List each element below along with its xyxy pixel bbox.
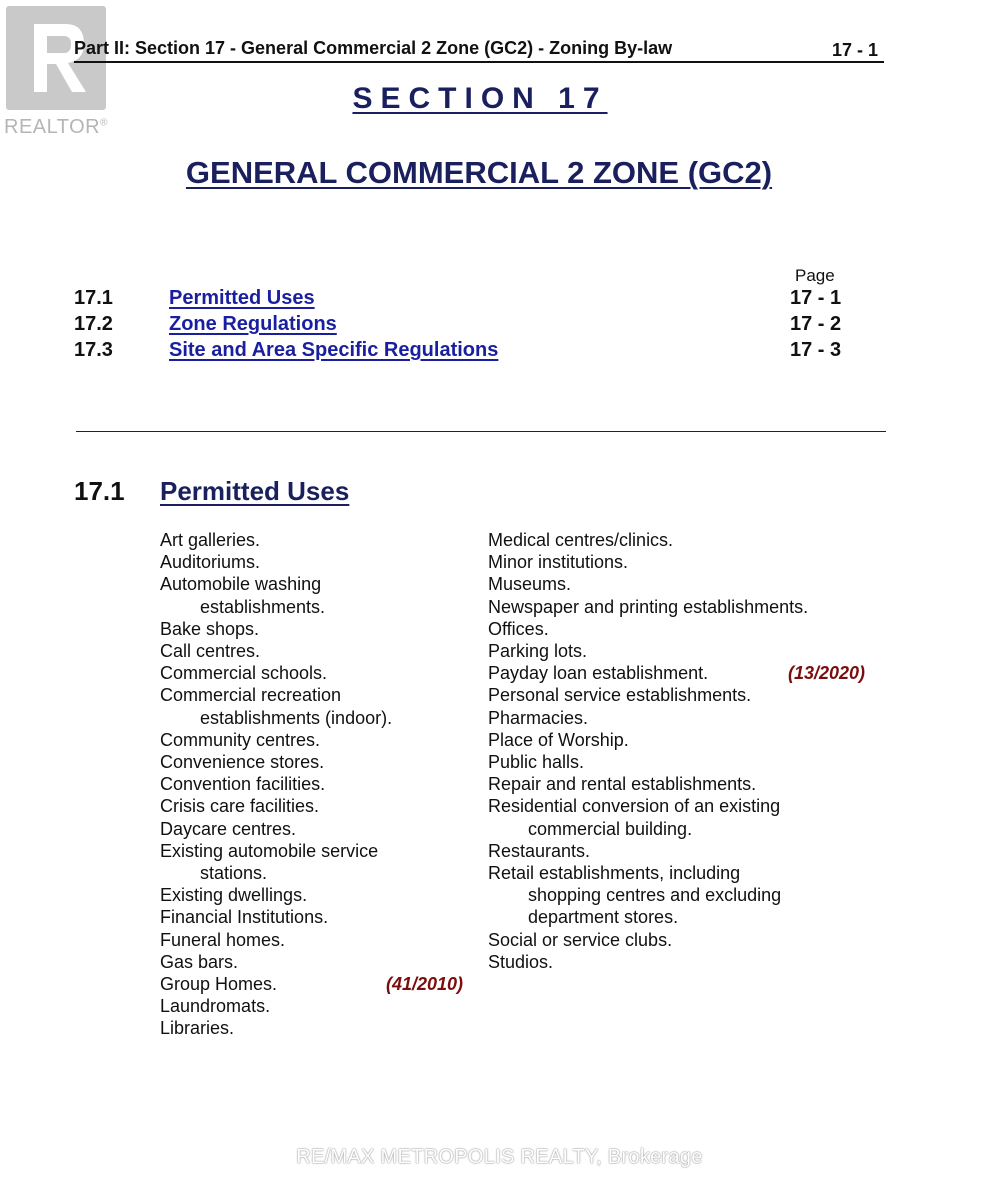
list-item-payday-loan <box>488 662 888 684</box>
list-item: Auditoriums. <box>160 552 261 573</box>
list-item-continuation: establishments. <box>200 596 326 617</box>
toc-page-label: Page <box>795 266 835 285</box>
amendment-reference: (13/2020) <box>788 663 866 684</box>
section-heading: Permitted Uses <box>160 476 350 506</box>
list-item: Art galleries. <box>160 530 261 550</box>
list-item: Laundromats. <box>160 996 271 1017</box>
list-item: Residential conversion of an existing <box>488 796 781 817</box>
list-item-group-homes <box>160 973 480 995</box>
toc-entry-number: 17.1 <box>74 287 113 309</box>
brokerage-watermark: RE/MAX METROPOLIS REALTY, Brokerage <box>296 1146 703 1168</box>
realtor-logo <box>4 6 108 136</box>
list-item: Commercial recreation <box>160 685 342 706</box>
list-item-text: Group Homes. <box>160 974 278 995</box>
list-item: Medical centres/clinics. <box>488 530 674 550</box>
list-item-continuation: shopping centres and excluding <box>528 885 782 906</box>
toc-entry-page: 17 - 1 <box>790 287 842 309</box>
list-item: Place of Worship. <box>488 729 629 750</box>
amendment-reference: (41/2010) <box>386 974 464 995</box>
zone-title: GENERAL COMMERCIAL 2 ZONE (GC2) <box>185 155 773 190</box>
permitted-uses-right-column <box>488 529 888 973</box>
running-header-page-number: 17 - 1 <box>832 40 879 60</box>
list-item: Convention facilities. <box>160 774 326 795</box>
list-item: Call centres. <box>160 641 261 662</box>
running-header-title: Part II: Section 17 - General Commercial 2 Zone (GC2) - Zoning By-law <box>74 38 673 58</box>
list-item: Financial Institutions. <box>160 907 329 928</box>
list-item: Newspaper and printing establishments. <box>488 596 809 617</box>
realtor-wordmark: REALTOR® <box>4 116 108 138</box>
list-item-continuation: commercial building. <box>528 818 693 839</box>
list-item: Minor institutions. <box>488 552 629 573</box>
permitted-uses-left-column <box>160 529 480 1040</box>
list-item: Personal service establishments. <box>488 685 752 706</box>
section-number: 17.1 <box>74 476 125 506</box>
toc-entry-page: 17 - 2 <box>790 313 842 335</box>
list-item: Automobile washing <box>160 574 322 595</box>
toc-entry-number: 17.3 <box>74 339 113 361</box>
list-item: Retail establishments, including <box>488 863 741 884</box>
list-item-text: Payday loan establishment. <box>488 663 709 684</box>
list-item: Commercial schools. <box>160 663 328 684</box>
list-item: Museums. <box>488 574 572 595</box>
list-item: Daycare centres. <box>160 818 297 839</box>
list-item: Gas bars. <box>160 951 239 972</box>
list-item: Existing dwellings. <box>160 885 308 906</box>
list-item: Bake shops. <box>160 618 260 639</box>
toc-link-site-area-regulations[interactable]: Site and Area Specific Regulations <box>169 339 499 361</box>
toc-link-permitted-uses[interactable]: Permitted Uses <box>169 287 315 309</box>
list-item: Convenience stores. <box>160 752 325 773</box>
section-divider <box>76 431 886 432</box>
list-item: Community centres. <box>160 729 321 750</box>
list-item: Parking lots. <box>488 641 588 662</box>
list-item-continuation: stations. <box>200 863 268 884</box>
list-item-continuation: establishments (indoor). <box>200 707 393 728</box>
list-item: Pharmacies. <box>488 707 589 728</box>
toc-entry-page: 17 - 3 <box>790 339 842 361</box>
header-rule <box>74 61 884 63</box>
list-item: Studios. <box>488 951 554 972</box>
list-item: Offices. <box>488 618 549 639</box>
list-item-continuation: department stores. <box>528 907 679 928</box>
list-item: Restaurants. <box>488 840 591 861</box>
list-item: Funeral homes. <box>160 929 286 950</box>
list-item: Existing automobile service <box>160 840 379 861</box>
list-item: Social or service clubs. <box>488 929 673 950</box>
toc-entry-number: 17.2 <box>74 313 113 335</box>
toc-link-zone-regulations[interactable]: Zone Regulations <box>169 313 337 335</box>
list-item: Repair and rental establishments. <box>488 774 757 795</box>
list-item: Crisis care facilities. <box>160 796 320 817</box>
list-item: Public halls. <box>488 752 585 773</box>
section-title: SECTION 17 <box>352 82 608 115</box>
list-item: Libraries. <box>160 1018 235 1039</box>
